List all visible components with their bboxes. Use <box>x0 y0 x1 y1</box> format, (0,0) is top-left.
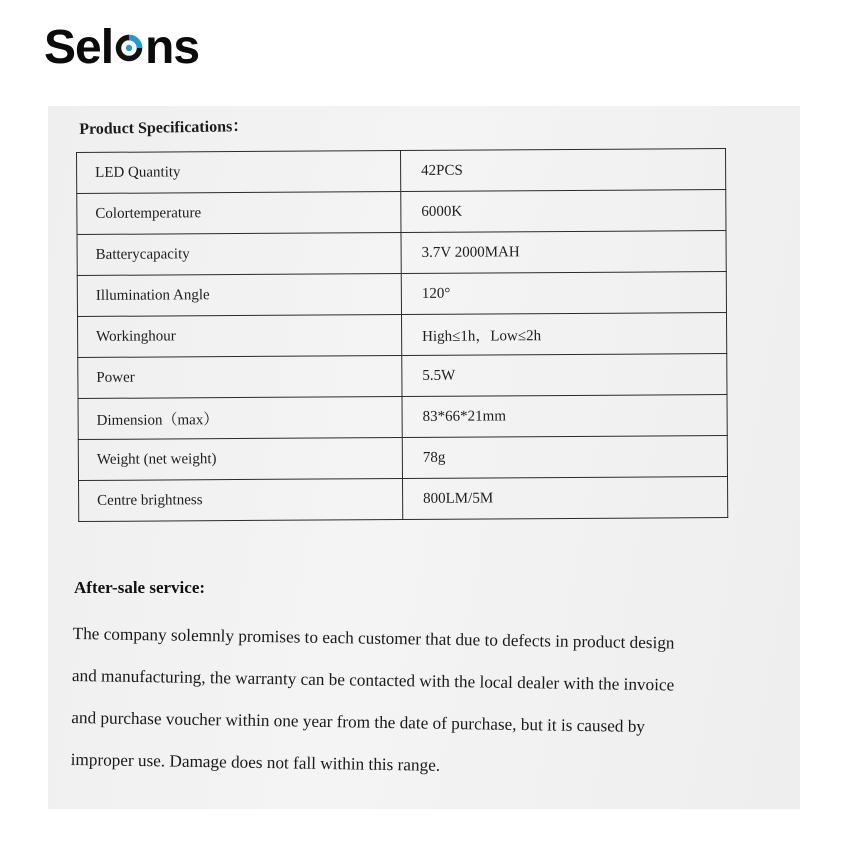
brand-text-end: ns <box>145 21 200 74</box>
spec-row <box>79 477 728 522</box>
spec-label: Weight (net weight) <box>78 438 402 481</box>
logo-o-icon <box>114 33 144 63</box>
after-sale-line: improper use. Damage does not fall within this range. <box>70 749 441 775</box>
spec-label: Workinghour <box>78 315 402 358</box>
after-sale-heading: After-sale service: <box>74 578 206 597</box>
spec-value: 120° <box>401 272 726 315</box>
spec-row <box>78 313 727 358</box>
spec-row <box>77 272 726 317</box>
brand-logo <box>44 22 199 74</box>
spec-row <box>78 395 727 440</box>
spec-value: High≤1h，Low≤2h <box>401 313 726 356</box>
spec-label: Colortemperature <box>77 192 401 235</box>
spec-value: 800LM/5M <box>403 477 728 520</box>
spec-value: 42PCS <box>400 149 725 192</box>
spec-row <box>77 190 726 235</box>
spec-value: 6000K <box>401 190 726 233</box>
spec-label: Power <box>78 356 402 399</box>
spec-heading: Product Specifications： <box>79 118 249 138</box>
spec-row <box>78 436 727 481</box>
spec-label: Illumination Angle <box>77 274 401 317</box>
spec-value: 83*66*21mm <box>402 395 727 438</box>
brand-text-start: Sel <box>44 21 114 74</box>
spec-row <box>78 354 727 399</box>
after-sale-line: and manufacturing, the warranty can be contacted with the local dealer with the invoice <box>71 665 675 695</box>
specification-sheet <box>48 106 800 809</box>
spec-label: Dimension（max） <box>78 397 402 440</box>
after-sale-line: and purchase voucher within one year from the date of purchase, but it is caused by <box>71 707 646 736</box>
spec-row <box>77 231 726 276</box>
spec-label: Centre brightness <box>79 479 403 522</box>
after-sale-line: The company solemnly promises to each customer that due to defects in product design <box>72 623 675 653</box>
after-sale-text <box>70 613 793 792</box>
spec-table <box>76 148 728 522</box>
spec-row <box>77 149 726 194</box>
spec-value: 5.5W <box>402 354 727 397</box>
spec-value: 78g <box>402 436 727 479</box>
spec-value: 3.7V 2000MAH <box>401 231 726 274</box>
spec-label: Batterycapacity <box>77 233 401 276</box>
spec-label: LED Quantity <box>77 151 401 194</box>
